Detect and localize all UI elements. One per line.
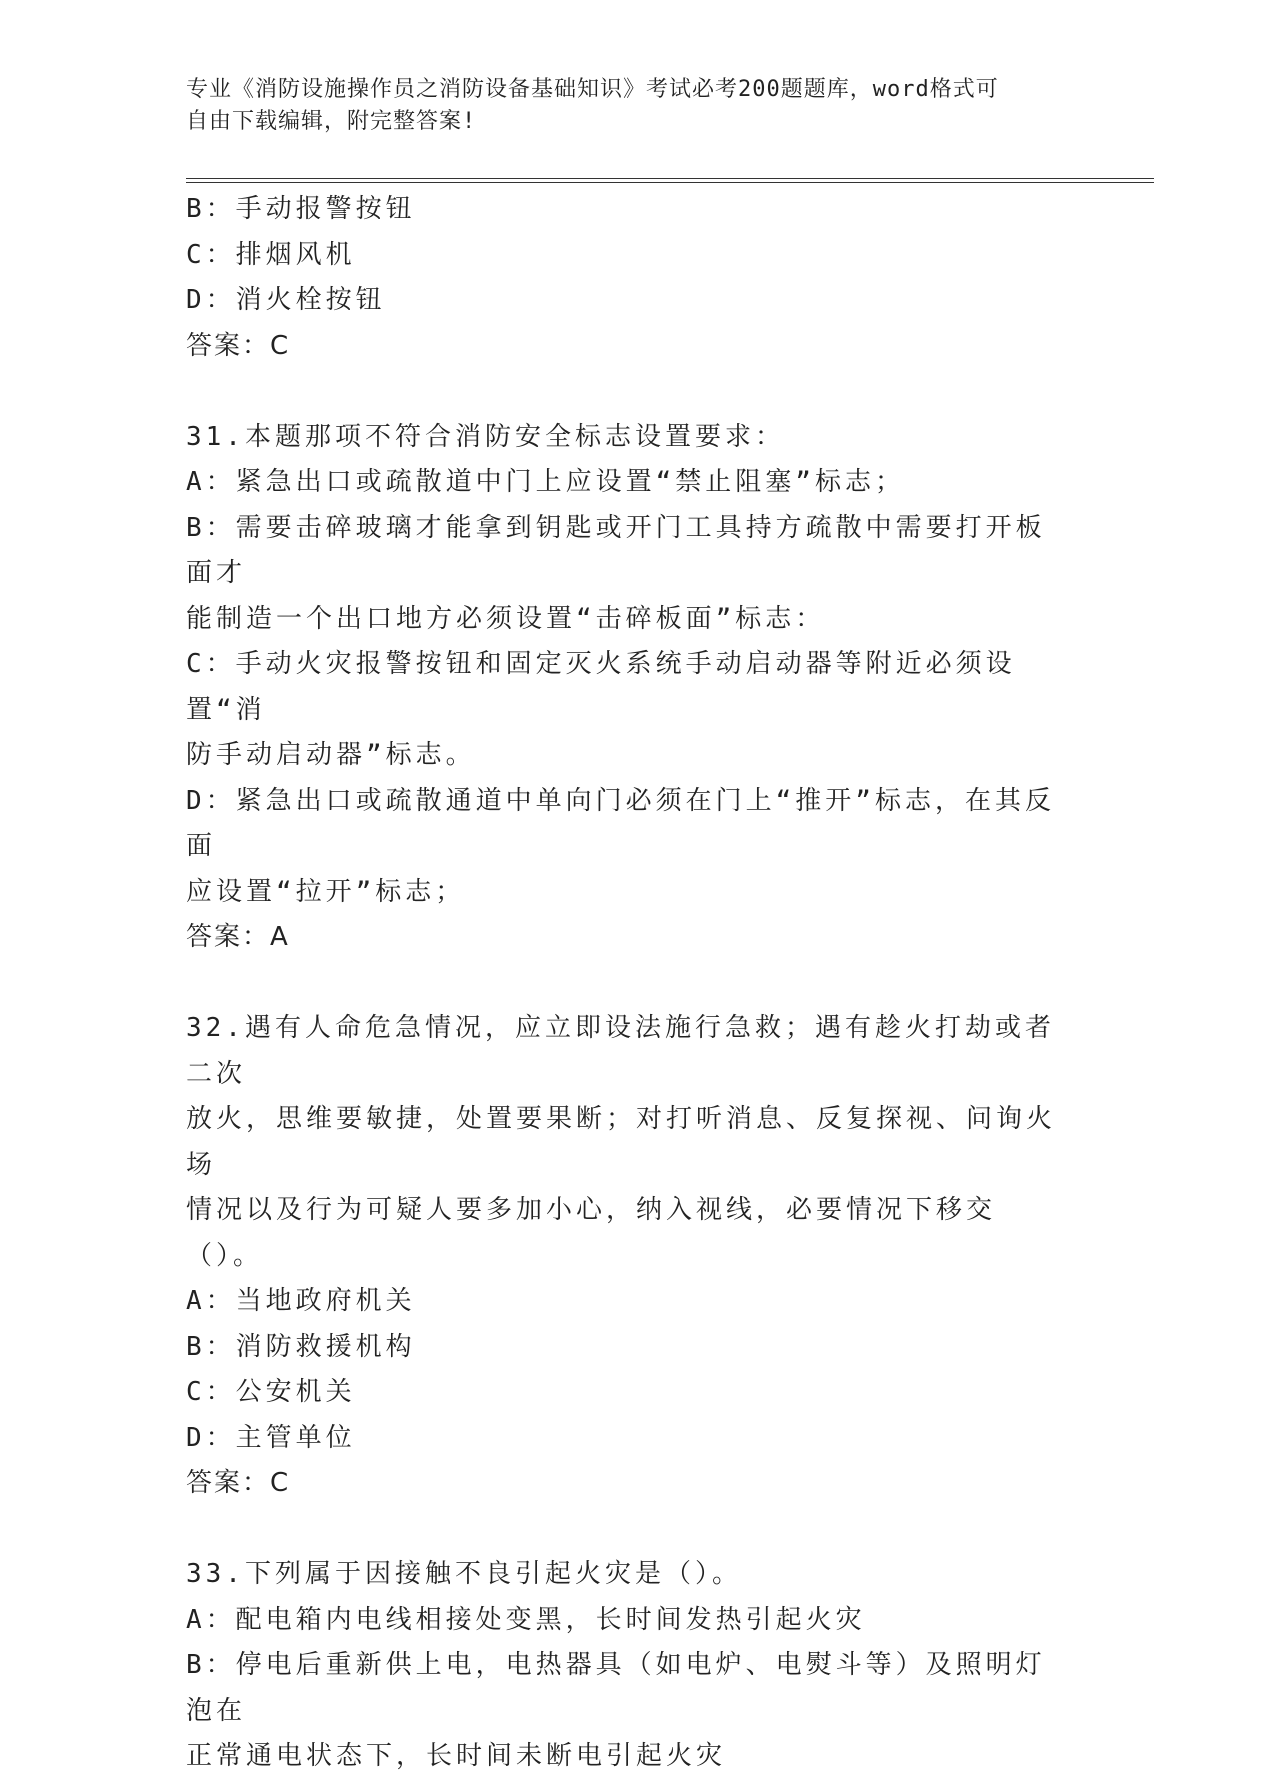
option-b: B：需要击碎玻璃才能拿到钥匙或开门工具持方疏散中需要打开板面才 xyxy=(186,512,1046,588)
option-b: B：消防救援机构 xyxy=(186,1331,416,1362)
question-block-prev xyxy=(186,187,1066,369)
question-stem-continued: 放火，思维要敏捷，处置要果断；对打听消息、反复探视、问询火场 xyxy=(186,1104,1057,1180)
question-stem: 31.本题那项不符合消防安全标志设置要求： xyxy=(186,421,785,452)
option-c: C：公安机关 xyxy=(186,1377,356,1407)
document-header xyxy=(186,74,1066,138)
option-d: D：主管单位 xyxy=(186,1422,356,1453)
answer-line: 答案：A xyxy=(186,922,290,952)
answer-line: 答案：C xyxy=(186,1468,291,1498)
question-spacer xyxy=(186,961,1066,1007)
option-a: A：配电箱内电线相接处变黑，长时间发热引起火灾 xyxy=(186,1604,866,1635)
question-block-31 xyxy=(186,415,1066,961)
option-b: B：手动报警按钮 xyxy=(186,194,416,224)
question-spacer xyxy=(186,369,1066,415)
header-divider-top xyxy=(186,178,1154,179)
option-a: A：紧急出口或疏散道中门上应设置“禁止阻塞”标志； xyxy=(186,467,905,497)
question-block-33 xyxy=(186,1552,1066,1780)
option-a: A：当地政府机关 xyxy=(186,1286,416,1316)
header-line-2: 自由下载编辑，附完整答案! xyxy=(186,109,477,134)
question-stem: 32.遇有人命危急情况，应立即设法施行急救；遇有趁火打劫或者二次 xyxy=(186,1013,1055,1089)
header-line-1: 专业《消防设施操作员之消防设备基础知识》考试必考200题题库，word格式可 xyxy=(186,77,999,102)
option-c: C：手动火灾报警按钮和固定灭火系统手动启动器等附近必须设置“消 xyxy=(186,649,1016,725)
option-c: C：排烟风机 xyxy=(186,239,356,270)
question-content xyxy=(186,187,1066,1780)
question-stem: 33.下列属于因接触不良引起火灾是（）。 xyxy=(186,1559,742,1589)
header-divider-bottom xyxy=(186,182,1154,183)
option-b-continued: 正常通电状态下，长时间未断电引起火灾 xyxy=(186,1741,727,1771)
option-d: D：消火栓按钮 xyxy=(186,285,386,315)
question-spacer xyxy=(186,1507,1066,1553)
option-d-continued: 应设置“拉开”标志； xyxy=(186,876,466,907)
option-b: B：停电后重新供上电，电热器具（如电炉、电熨斗等）及照明灯泡在 xyxy=(186,1650,1046,1726)
question-stem-continued: 情况以及行为可疑人要多加小心，纳入视线，必要情况下移交（）。 xyxy=(186,1195,997,1271)
option-d: D：紧急出口或疏散通道中单向门必须在门上“推开”标志，在其反面 xyxy=(186,785,1055,861)
option-b-continued: 能制造一个出口地方必须设置“击碎板面”标志： xyxy=(186,603,826,634)
option-c-continued: 防手动启动器”标志。 xyxy=(186,740,476,770)
question-block-32 xyxy=(186,1006,1066,1507)
answer-line: 答案：C xyxy=(186,330,291,361)
